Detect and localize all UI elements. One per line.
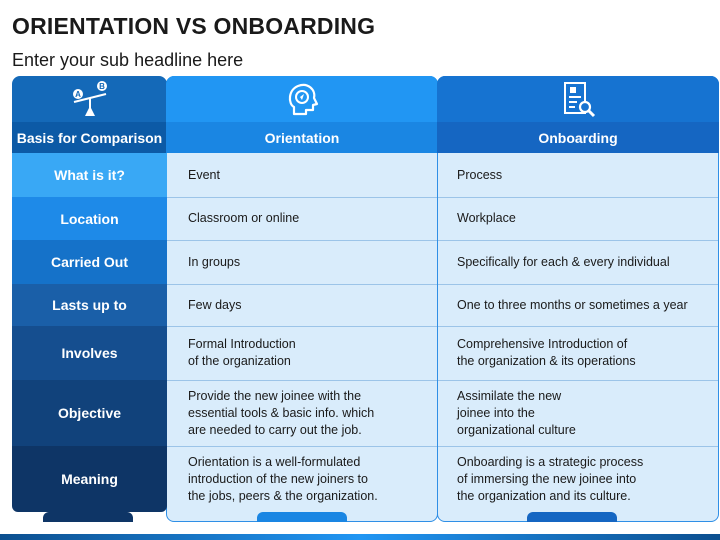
bottom-tab-left	[43, 512, 133, 522]
orientation-cell	[188, 197, 428, 240]
onboarding-cell-line: the organization & its operations	[457, 354, 636, 368]
onboarding-header-icon-area	[437, 76, 719, 124]
orientation-cell	[188, 446, 428, 512]
onboarding-cell-line: Process	[457, 167, 503, 182]
basis-header: Basis for Comparison	[12, 122, 167, 153]
orientation-cell	[188, 284, 428, 326]
row-separator	[438, 446, 718, 447]
orientation-cell-line: introduction of the new joiners to	[188, 471, 368, 486]
onboarding-cell-line: joinee into the	[457, 405, 535, 420]
row-separator	[167, 197, 437, 198]
row-separator	[167, 380, 437, 381]
balance-scale-icon	[68, 80, 112, 120]
bottom-tab-middle	[257, 512, 347, 522]
row-label: What is it?	[12, 153, 167, 197]
orientation-header-icon-area	[166, 76, 438, 124]
orientation-cell	[188, 326, 428, 380]
page-subtitle: Enter your sub headline here	[12, 50, 244, 70]
bottom-tab-right	[527, 512, 617, 522]
orientation-cell-line: Formal Introduction	[188, 337, 296, 351]
row-label: Carried Out	[12, 240, 167, 284]
row-label: Meaning	[12, 446, 167, 512]
bottom-bar	[0, 534, 720, 540]
row-separator	[438, 197, 718, 198]
onboarding-cell	[457, 153, 717, 197]
row-label: Location	[12, 197, 167, 240]
row-separator	[438, 380, 718, 381]
orientation-cell-line: of the organization	[188, 354, 291, 368]
row-separator	[167, 326, 437, 327]
orientation-cell	[188, 240, 428, 284]
orientation-cell-line: Few days	[188, 297, 242, 312]
head-compass-icon	[282, 80, 322, 120]
onboarding-cell-line: Comprehensive Introduction of	[457, 337, 628, 351]
orientation-cell-line: Event	[188, 167, 220, 182]
row-separator	[167, 284, 437, 285]
orientation-cell-line: the jobs, peers & the organization.	[188, 488, 378, 503]
onboarding-cell	[457, 197, 717, 240]
onboarding-cell-line: Assimilate the new	[457, 388, 562, 403]
orientation-cell	[188, 380, 428, 446]
onboarding-cell	[457, 446, 717, 512]
onboarding-cell-line: Specifically for each & every individual	[457, 254, 670, 269]
orientation-cell-line: Provide the new joinee with the	[188, 388, 362, 403]
orientation-cell-line: are needed to carry out the job.	[188, 422, 362, 437]
onboarding-cell	[457, 326, 717, 380]
onboarding-cell	[457, 240, 717, 284]
document-search-icon	[558, 80, 598, 120]
row-label: Objective	[12, 380, 167, 446]
basis-header-icon-area	[12, 76, 167, 124]
onboarding-cell-line: Onboarding is a strategic process	[457, 454, 644, 469]
scale-label-b: B	[98, 82, 105, 91]
onboarding-cell-line: of immersing the new joinee into	[457, 471, 637, 486]
row-separator	[438, 284, 718, 285]
row-separator	[167, 240, 437, 241]
orientation-cell	[188, 153, 428, 197]
row-label: Lasts up to	[12, 284, 167, 326]
row-separator	[438, 326, 718, 327]
page-title: ORIENTATION VS ONBOARDING	[12, 13, 376, 39]
onboarding-cell	[457, 284, 717, 326]
onboarding-cell-line: the organization and its culture.	[457, 488, 631, 503]
row-separator	[167, 446, 437, 447]
row-separator	[438, 240, 718, 241]
onboarding-header: Onboarding	[437, 122, 719, 153]
orientation-cell-line: Orientation is a well-formulated	[188, 454, 361, 469]
onboarding-cell-line: Workplace	[457, 211, 516, 225]
row-label: Involves	[12, 326, 167, 380]
orientation-cell-line: essential tools & basic info. which	[188, 405, 375, 420]
orientation-cell-line: Classroom or online	[188, 211, 300, 225]
orientation-header: Orientation	[166, 122, 438, 153]
onboarding-cell	[457, 380, 717, 446]
scale-label-a: A	[74, 90, 81, 99]
orientation-cell-line: In groups	[188, 254, 241, 269]
onboarding-cell-line: organizational culture	[457, 422, 576, 437]
onboarding-cell-line: One to three months or sometimes a year	[457, 297, 688, 312]
